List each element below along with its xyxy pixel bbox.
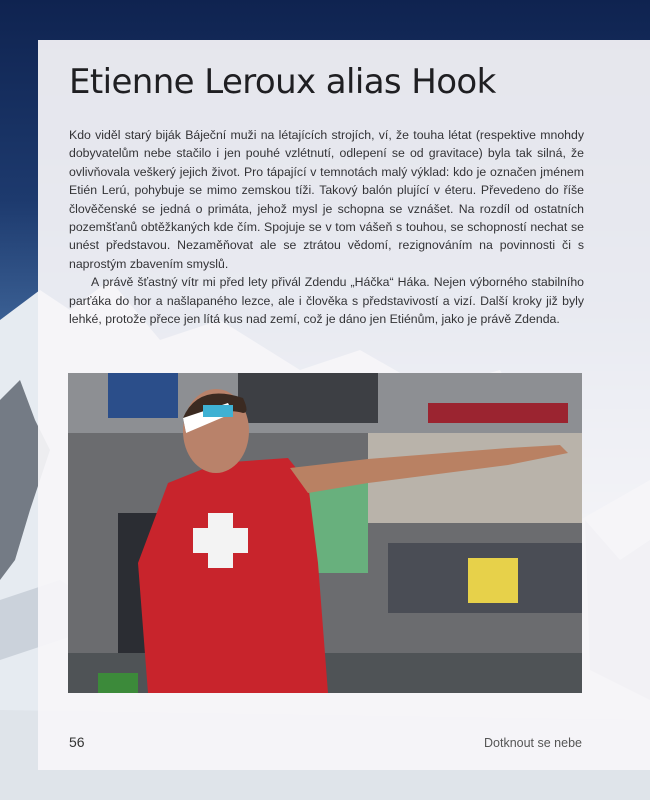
paragraph-1: Kdo viděl starý biják Báječní muži na létajících strojích, ví, že touha létat (respektive mnohdy dobyvatelům nebe stačilo i jen pouhé vzlétnutí, odlepení se od gravitace) byla tak silná, že ovlivňovala veškerý jejich život. Pro tápající v temnotách malý výklad: kdo je označen jménem Etién Lerú, pohybuje se mimo zemskou tíži. Takový balón plující v éteru. Převedeno do říše člověčenské se jedná o primáta, jehož mysl je schopna se vznášet. Na rozdíl od ostatních pozemšťanů obtěžkaných kde čím. Spojuje se v tom vášeň s touhou, se schopností nechat se unést představou. Nezaměňovat ale se ztrátou vědomí, rezignováním na povinnosti či s naprostým zbavením smyslů. [69, 128, 584, 271]
paragraph-2: A právě šťastný vítr mi před lety přivál Zdendu „Háčka“ Háka. Nejen výborného stabilního parťáka do hor a našlapaného lezce, ale i člověka s představivostí a vizí. Další kroky již byly lehké, protože přece jen lítá kus nad zemí, což je dáno jen Etiénům, jako je právě Zdenda. [69, 275, 584, 327]
article-body [69, 126, 584, 328]
page-number: 56 [69, 734, 85, 750]
article-photo [68, 373, 582, 693]
running-title: Dotknout se nebe [484, 736, 582, 750]
article-title: Etienne Leroux alias Hook [69, 62, 496, 102]
